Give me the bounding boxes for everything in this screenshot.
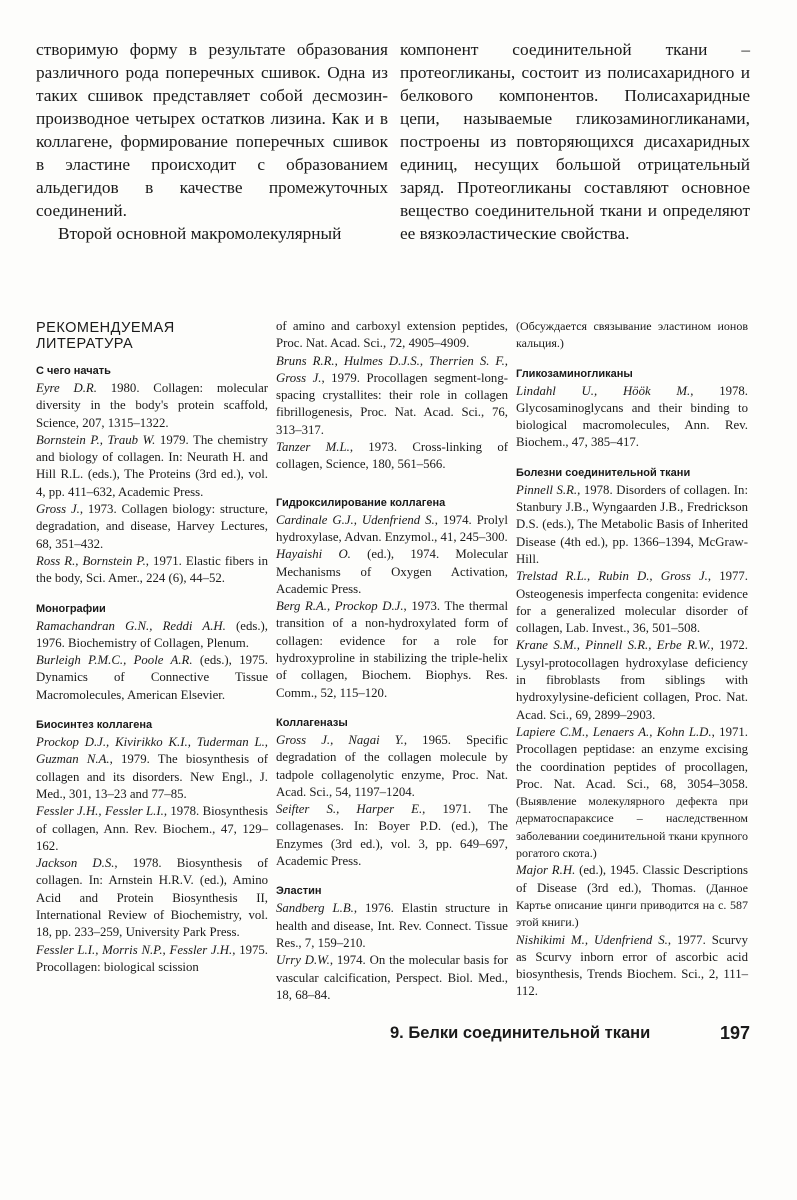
reference-continuation: of amino and carboxyl extension peptides, Proc. Nat. Acad. Sci., 72, 4905–4909. — [276, 319, 508, 351]
reference-authors: Berg R.A., Prockop D.J. — [276, 599, 404, 614]
section-heading: Гидроксилирование коллагена — [276, 496, 446, 509]
reference-entry — [36, 942, 268, 977]
reference-details: , 1979. The biosynthesis of collagen and its disorders. New Engl., J. Med., 301, 13–23 and 77–85. — [36, 752, 268, 801]
reference-authors: Seifter S., Harper E. — [276, 802, 423, 817]
reference-entry — [36, 380, 268, 432]
chapter-title: 9. Белки соединительной ткани — [390, 1024, 651, 1042]
reference-details: , 1977. Scurvy as Scurvy inborn error of ascorbic acid biosynthesis, Trends Biochem. Sci., 2, 111–112. — [516, 932, 748, 999]
reference-entry — [516, 932, 748, 1001]
reference-entry — [516, 862, 748, 931]
reference-entry — [36, 501, 268, 553]
paragraph: Второй основной макромолекулярный — [58, 224, 342, 243]
reference-authors: Fessler J.H., Fessler L.I. — [36, 804, 164, 819]
reference-details: , 1978. Glycosaminoglycans and their binding to biological macromolecules, Ann. Rev. Biochem., 47, 385–417. — [516, 383, 748, 450]
reference-entry — [276, 512, 508, 547]
reference-authors: Lindahl U., Höök M. — [516, 383, 691, 398]
reference-details: , 1973. Collagen biology: structure, degradation, and disease, Harvey Lectures, 68, 351–432. — [36, 502, 268, 551]
paragraph: створимую форму в результате образования различного рода поперечных сшивок. Одна из таких сшивок представляет собой десмозин-производное четырех остатков лизина. Как и в коллагене, формирование поперечных сшивок в эластине происходит с образованием альдегидов в качестве промежуточных соединений. — [36, 40, 388, 220]
page-number: 197 — [719, 1023, 750, 1043]
reference-details: (ed.), 1945. Classic Descriptions of Disease (3rd ed.), Thomas. — [516, 863, 748, 895]
reference-authors: Fessler L.I., Morris N.P., Fessler J.H. — [36, 942, 233, 957]
reference-details: , 1972. Lysyl-protocollagen hydroxylase deficiency in fibroblasts from siblings with hydroxylysine-deficient collagen, Proc. Nat. Acad. Sci., 69, 2899–2903. — [516, 638, 748, 722]
reference-authors: Ramachandran G.N., Reddi A.H. — [36, 618, 226, 633]
references-column-3 — [516, 318, 748, 1001]
reference-entry — [516, 383, 748, 452]
reference-entry — [276, 598, 508, 702]
section-heading: Биосинтез коллагена — [36, 719, 153, 732]
references-column-1 — [36, 318, 268, 976]
reference-entry — [36, 432, 268, 501]
body-text-left-column — [36, 38, 388, 245]
reference-entry — [276, 952, 508, 1004]
reference-authors: Ross R., Bornstein P. — [36, 553, 146, 568]
reference-authors: Gross J. — [36, 502, 80, 517]
reference-details: , 1974. Prolyl hydroxylase, Advan. Enzymol., 41, 245–300. — [276, 512, 508, 544]
reference-details: , 1977. Osteogenesis imperfecta congenita: evidence for a generalized molecular disorder of collagen, Lab. Invest., 36, 501–508. — [516, 569, 748, 636]
body-text-right-column — [400, 38, 750, 245]
reference-details: , 1973. The thermal transition of a non-hydroxylated form of collagen: evidence for a role for hydroxyproline in stabilizing the triple-helix of collagen, Biochem. Biophys. Res. Comm., 52, 115–120. — [276, 599, 508, 700]
reference-authors: Sandberg L.B. — [276, 901, 354, 916]
reference-details: , 1976. Elastin structure in health and disease, Int. Rev. Connect. Tissue Res., 7, 159–210. — [276, 901, 508, 950]
section-heading: Монографии — [36, 602, 106, 615]
reference-details: , 1979. Procollagen segment-long-spacing crystallites: their role in collagen fibrillogenesis, Proc. Nat. Acad. Sci., 76, 313–317. — [276, 370, 508, 437]
reference-authors: Cardinale G.J., Udenfriend S. — [276, 512, 435, 527]
reference-authors: Bornstein P., Traub W. — [36, 432, 156, 447]
reference-continuation: (Обсуждается связывание эластином ионов кальция.) — [516, 319, 748, 351]
reference-details: (eds.), 1975. Dynamics of Connective Tissue Macromolecules, American Elsevier. — [36, 653, 268, 702]
reference-details: , 1971. Elastic fibers in the body, Sci. Amer., 224 (6), 44–52. — [36, 553, 268, 586]
reference-entry — [36, 553, 268, 588]
reference-entry — [36, 734, 268, 803]
reference-entry — [36, 803, 268, 855]
reference-authors: Nishikimi M., Udenfriend S. — [516, 932, 668, 947]
reference-details: , 1978. Biosynthesis of collagen. In: Arnstein H.R.V. (ed.), Amino Acid and Protein Biosynthesis II, International Review of Biochemistry, vol. 18, pp. 233–259, University Park Press. — [36, 856, 268, 940]
reference-entry — [516, 724, 748, 862]
reference-annotation: (Данное Картье описание цинги приводится на с. 587 этой книги.) — [516, 880, 749, 930]
reference-details: (eds.), 1976. Biochemistry of Collagen, Plenum. — [36, 618, 269, 650]
section-heading: Эластин — [276, 885, 322, 898]
reference-authors: Lapiere C.M., Lenaers A., Kohn L.D. — [516, 724, 712, 739]
references-column-2 — [276, 318, 508, 1004]
reference-entry — [276, 900, 508, 952]
reference-details: , 1965. Specific degradation of the collagen molecule by tadpole collagenolytic enzyme, Proc. Nat. Acad. Sci., 54, 1197–1204. — [276, 732, 508, 799]
reference-entry — [516, 637, 748, 723]
reference-details: , 1975. Procollagen: biological scission — [36, 942, 268, 974]
reference-details: , 1978. Disorders of collagen. In: Stanbury J.B., Wyngaarden J.B., Fredrickson D.S. (eds.), The Metabolic Basis of Inherited Disease (4th ed.), pp. 1366–1394, McGraw-Hill. — [516, 482, 748, 566]
section-heading: Коллагеназы — [276, 716, 348, 729]
reference-entry — [516, 482, 748, 568]
reference-authors: Trelstad R.L., Rubin D., Gross J. — [516, 569, 708, 584]
reference-entry — [276, 546, 508, 598]
reference-details: , 1971. The collagenases. In: Boyer P.D. (ed.), The Enzymes (3rd ed.), vol. 3, pp. 649–697, Academic Press. — [276, 802, 508, 869]
reference-authors: Urry D.W. — [276, 953, 330, 968]
reference-entry — [36, 855, 268, 941]
reference-authors: Pinnell S.R. — [516, 482, 578, 497]
reference-entry — [276, 353, 508, 439]
reference-entry — [276, 732, 508, 801]
reference-entry — [276, 801, 508, 870]
reference-authors: Krane S.M., Pinnell S.R., Erbe R.W. — [516, 638, 711, 653]
reference-authors: Gross J., Nagai Y. — [276, 732, 404, 747]
reference-entry — [36, 618, 268, 653]
reference-details: (ed.), 1974. Molecular Mechanisms of Oxygen Activation, Academic Press. — [276, 547, 508, 596]
reference-annotation: (Выявление молекулярного дефекта при дерматоспараксисе – наследственном заболевании соединительной ткани крупного рогатого скота.) — [516, 794, 748, 861]
reference-authors: Tanzer M.L. — [276, 440, 350, 455]
page-footer — [390, 1024, 750, 1048]
paragraph: компонент соединительной ткани – протеогликаны, состоит из полисахаридного и белкового компонентов. Полисахаридные цепи, называемые гликозаминогликанами, построены из повторяющихся дисахаридных единиц, несущих большой отрицательный заряд. Протеогликаны составляют основное вещество соединительной ткани и определяют ее вязкоэластические свойства. — [400, 40, 750, 243]
reference-authors: Jackson D.S. — [36, 856, 115, 871]
reference-details: , 1974. On the molecular basis for vascular calcification, Perspect. Biol. Med., 18, 68–84. — [276, 953, 508, 1002]
reference-authors: Prockop D.J., Kivirikko K.I., Tuderman L., Guzman N.A. — [36, 735, 268, 767]
reference-details: , 1978. Biosynthesis of collagen, Ann. Rev. Biochem., 47, 129–162. — [36, 804, 268, 853]
reference-authors: Bruns R.R., Hulmes D.J.S., Therrien S. F., Gross J. — [276, 353, 508, 385]
reference-entry — [276, 439, 508, 474]
reference-details: 1980. Collagen: molecular diversity in the body's protein scaffold, Science, 207, 1315–1322. — [36, 381, 269, 430]
reference-authors: Eyre D.R. — [36, 381, 97, 395]
reference-entry — [36, 652, 268, 704]
section-heading: Болезни соединительной ткани — [516, 466, 691, 479]
section-heading: Гликозаминогликаны — [516, 367, 633, 380]
section-heading: С чего начать — [36, 365, 111, 377]
reference-details: , 1973. Cross-linking of collagen, Science, 180, 561–566. — [276, 440, 508, 472]
reference-authors: Major R.H. — [516, 863, 576, 878]
reference-authors: Hayaishi O. — [276, 547, 351, 562]
references-title: РЕКОМЕНДУЕМАЯ ЛИТЕРАТУРА — [36, 320, 175, 352]
reference-entry — [516, 568, 748, 637]
reference-details: , 1971. Procollagen peptidase: an enzyme excising the coordination peptides of procollagen, Proc. Nat. Acad. Sci., 68, 3054–3058. — [516, 724, 748, 791]
reference-authors: Burleigh P.M.C., Poole A.R. — [36, 653, 193, 668]
reference-details: 1979. The chemistry and biology of collagen. In: Neurath H. and Hill R.L. (eds.), The Proteins (3rd ed.), vol. 4, pp. 411–632, Academic Press. — [36, 432, 268, 499]
